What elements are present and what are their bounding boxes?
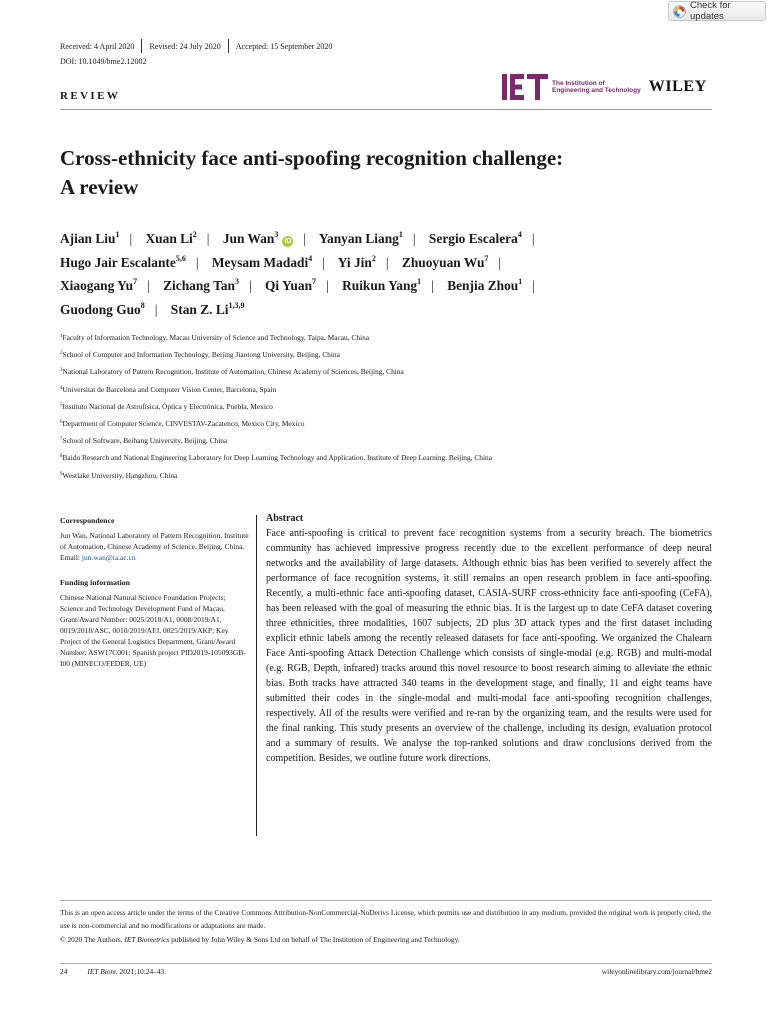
open-access-notice: This is an open access article under the terms of the Creative Commons Attribution-NonCommercial-NoDerivs License, which permits use and distribution in any medium, provided the original work is properly cited, the use is non-commercial and no modifications or adaptations are made. (60, 908, 712, 930)
author-row: Hugo Jair Escalante$^{5,6}$ | Meysam Madadi$^4$ | Yi Jin$^2$ | Zhuoyuan Wu$^7$ | (60, 253, 502, 270)
author-row: Guodong Guo$^8$ | Stan Z. Li$^{1,3,9}$ (60, 300, 245, 317)
email-link[interactable]: jun.wan@ia.ac.cn (81, 553, 136, 562)
abstract-heading: Abstract (266, 513, 304, 524)
author-list (60, 227, 720, 321)
article-dates (60, 39, 332, 53)
abstract-text: Face anti-spoofing is critical to prevent face recognition systems from a security breach. The biometrics community has achieved impressive progress recently due to the excellent performance of deep neural networks and the availability of large datasets. Although ethnic bias has been verified to severely affect the performance of face recognition systems, it still remains an open research problem in face anti-spoofing. Recently, a multi-ethnic face anti-spoofing dataset, CASIA-SURF cross-ethnicity face anti-spoofing (CeFA), has been released with the goal of measuring the ethnic bias. It is the largest up to date CeFA dataset covering three ethnicities, three modalities, 1607 subjects, 2D plus 3D attack types and the first dataset including explicit ethnic labels among the recently released datasets for face anti-spoofing. We organized the Chalearn Face Anti-spoofing Attack Detection Challenge which consists of single-modal (e.g. RGB) and multi-modal (e.g. RGB, Depth, infrared) tracks around this novel resource to boost research aiming to alleviate the ethnic bias. Both tracks have attracted 340 teams in the development stage, and finally, 11 and eight teams have submitted their codes in the single-modal and multi-modal face anti-spoofing recognition challenges, respectively. All of the results were verified and re-ran by the organizing team, and the results were used for the final ranking. This study presents an overview of the challenge, including its design, evaluation protocol and a summary of results. We analyse the top-ranked solutions and draw conclusions derived from the competition. Besides, we outline future work directions. (266, 528, 712, 764)
doi[interactable]: DOI: 10.1049/bme2.12002 (60, 57, 147, 66)
author[interactable]: Yi Jin$^2$ (337, 253, 376, 270)
affiliation: $^6$Department of Computer Science, CINVESTAV-Zacatenco, Mexico City, Mexico (60, 418, 305, 428)
received-date: Received: 4 April 2020 (60, 41, 135, 51)
author[interactable]: Zhuoyuan Wu$^7$ (401, 253, 489, 270)
email-label: Email: (60, 553, 80, 562)
article-title (60, 144, 700, 203)
author[interactable]: Sergio Escalera$^4$ (428, 230, 522, 246)
author[interactable]: Xuan Li$^2$ (145, 230, 197, 246)
author[interactable]: Qi Yuan$^7$ (265, 277, 317, 293)
copyright-notice: © 2020 The Authors. IET Biometrics published by John Wiley & Sons Ltd on behalf of The Institution of Engineering and Technology. (60, 935, 460, 944)
journal-url[interactable]: wileyonlinelibrary.com/journal/bme2 (601, 967, 712, 976)
footer-rule (60, 963, 712, 964)
author[interactable]: Hugo Jair Escalante$^{5,6}$ (60, 253, 186, 270)
journal-citation: IET Biom. 2021;10:24–43. (87, 967, 167, 976)
affiliation: $^5$Instituto Nacional de Astrofísica, Óptica y Electrónica, Puebla, Mexico (60, 401, 273, 411)
accepted-date: Accepted: 15 September 2020 (235, 41, 333, 51)
author[interactable]: Zichang Tan$^3$ (163, 277, 239, 293)
affiliation: $^2$School of Computer and Information Technology, Beijing Jiaotong University, Beijing, China (60, 350, 340, 360)
title-line-2: A review (60, 175, 139, 200)
author[interactable]: Guodong Guo$^8$ (60, 300, 145, 317)
affiliation: $^3$National Laboratory of Pattern Recognition, Institute of Automation, Chinese Academy of Sciences, Beijing, China (60, 367, 404, 377)
column-divider (256, 515, 257, 836)
iet-line-2: Engineering and Technology (552, 87, 641, 94)
affiliations (60, 332, 720, 487)
footnote-rule (60, 900, 712, 901)
author[interactable]: Benjia Zhou$^1$ (447, 277, 523, 293)
author-row: Ajian Liu$^1$ | Xuan Li$^2$ | Jun Wan$^3$iD | Yanyan Liang$^1$ | Sergio Escalera$^4$ | (60, 230, 535, 246)
crossmark-icon (673, 5, 686, 18)
iet-wordmark (552, 80, 641, 95)
orcid-icon[interactable]: iD (284, 238, 292, 245)
author[interactable]: Yanyan Liang$^1$ (318, 230, 403, 246)
copyright-journal: IET Biometrics (124, 935, 170, 944)
author[interactable]: Stan Z. Li$^{1,3,9}$ (170, 300, 245, 317)
iet-logo-icon (502, 74, 548, 100)
author[interactable]: Jun Wan$^3$iD (222, 230, 292, 246)
abstract (266, 513, 712, 766)
affiliation: $^7$School of Software, Beihang University, Beijing, China (60, 436, 228, 446)
section-label: REVIEW (60, 90, 121, 102)
check-for-updates-label: Check for updates (690, 0, 731, 22)
section-rule (60, 109, 712, 110)
correspondence-heading: Correspondence (60, 516, 115, 525)
funding-heading: Funding information (60, 578, 130, 587)
author[interactable]: Meysam Madadi$^4$ (211, 253, 313, 270)
sidebar-info (60, 515, 250, 669)
author-row: Xiaogang Yu$^7$ | Zichang Tan$^3$ | Qi Yuan$^7$ | Ruikun Yang$^1$ | Benjia Zhou$^1$ | (60, 277, 535, 293)
title-line-1: Cross-ethnicity face anti-spoofing recognition challenge: (60, 146, 564, 170)
revised-date: Revised: 24 July 2020 (149, 41, 221, 51)
affiliation: $^8$Baidu Research and National Engineering Laboratory for Deep Learning Technology and Application, Institute of Deep Learning, Beijing, China (60, 453, 493, 463)
page-footer (60, 967, 712, 976)
author[interactable]: Ajian Liu$^1$ (60, 230, 120, 246)
divider (228, 39, 229, 53)
divider (141, 39, 142, 53)
wiley-logo: WILEY (648, 78, 707, 95)
author[interactable]: Xiaogang Yu$^7$ (60, 277, 138, 293)
funding-body: Chinese National Natural Science Foundation Projects; Science and Technology Development Fund of Macau, Grant/Award Number: 0025/2018/A1, 0008/2019/A1, 0019/2018/ASC, 0010/2019/AFJ, 0025/2019/AKP; Key Project of the General Logistics Department, Grant/Award Number: ASW17C001; Spanish project PID2019-105093GB-I00 (MINECO/FEDER, UE) (60, 593, 246, 668)
correspondence-email-row (60, 552, 250, 563)
affiliation: $^4$Universitat de Barcelona and Computer Vision Center, Barcelona, Spain (60, 384, 277, 394)
affiliation: $^1$Faculty of Information Technology, Macau University of Science and Technology, Taipa, Macau, China (60, 333, 370, 342)
affiliation: $^9$Westlake University, Hangzhou, China (60, 470, 178, 480)
author[interactable]: Ruikun Yang$^1$ (342, 277, 422, 293)
publisher-logos (502, 74, 707, 100)
page-number: 24 (60, 967, 68, 976)
correspondence-body: Jun Wan, National Laboratory of Pattern Recognition, Institute of Automation, Chinese Academy of Science, Beijing, China. (60, 531, 249, 551)
check-for-updates-button[interactable] (668, 1, 766, 21)
iet-line-1: The Institution of (552, 79, 605, 87)
